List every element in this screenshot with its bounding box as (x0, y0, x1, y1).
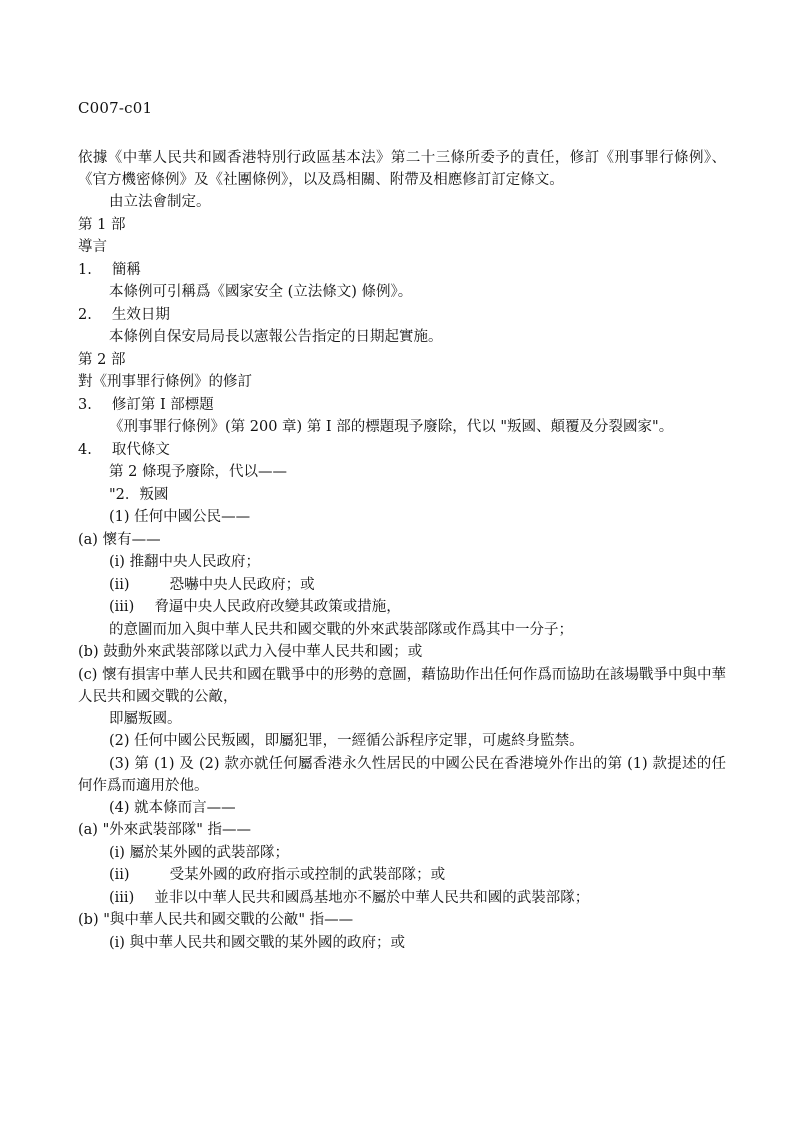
paragraph-label: (a) (78, 531, 98, 548)
paragraph-text: 懷有損害中華人民共和國在戰爭中的形勢的意圖，藉協助作出任何作爲而協助在該場戰爭中與中華人民共和國交戰的公敵， (78, 666, 727, 705)
paragraph-a (78, 529, 726, 552)
subparagraph-text: 與中華人民共和國交戰的某外國的政府；或 (129, 934, 406, 951)
paragraph-b (78, 641, 726, 664)
subparagraph-text: 脅逼中央人民政府改變其政策或措施， (154, 599, 401, 615)
part-1-title: 導言 (78, 239, 107, 255)
section-1-heading (78, 259, 726, 282)
part-2-title: 對《刑事罪行條例》的修訂 (78, 374, 252, 390)
paragraph-text: "外來武裝部隊" 指—— (102, 822, 252, 838)
paragraph-text: 鼓動外來武裝部隊以武力入侵中華人民共和國；或 (103, 644, 423, 660)
document-body (78, 147, 726, 954)
paragraph-c-tail: 即屬叛國。 (109, 710, 182, 727)
definition-b (78, 909, 726, 932)
subsection-1: (1) 任何中國公民—— (109, 509, 251, 525)
definition-a (78, 819, 726, 842)
section-2-text: 本條例自保安局局長以憲報公告指定的日期起實施。 (109, 329, 443, 345)
subsection-2: (2) 任何中國公民叛國，即屬犯罪，一經循公訴程序定罪，可處終身監禁。 (109, 733, 584, 749)
subparagraph-label: (i) (109, 934, 125, 951)
subparagraph-label: (ii) (109, 867, 130, 883)
subparagraph-text: 並非以中華人民共和國爲基地亦不屬於中華人民共和國的武裝部隊； (154, 889, 590, 906)
subparagraph-label: (ii) (109, 576, 130, 593)
subparagraph-label: (i) (109, 844, 125, 861)
section-2-heading (78, 304, 726, 327)
part-1-heading: 第 1 部 (78, 216, 126, 233)
subparagraph-a-i (78, 551, 726, 574)
subparagraph-a-ii (78, 574, 726, 597)
paragraph-text: "與中華人民共和國交戰的公敵" 指—— (103, 912, 354, 928)
section-number: 4. (78, 441, 92, 458)
paragraph-label: (b) (78, 644, 99, 660)
section-number: 2. (78, 306, 92, 323)
subparagraph-label: (iii) (109, 889, 135, 906)
definition-a-i (78, 842, 726, 865)
subparagraph-label: (i) (109, 554, 125, 570)
paragraph-a-tail: 的意圖而加入與中華人民共和國交戰的外來武裝部隊或作爲其中一分子； (109, 621, 573, 638)
section-3-heading (78, 394, 726, 417)
subparagraph-label: (iii) (109, 599, 135, 615)
subparagraph-text: 恐嚇中央人民政府；或 (169, 576, 315, 593)
paragraph-label: (a) (78, 822, 98, 838)
section-1-text: 本條例可引稱爲《國家安全 (立法條文) 條例》。 (109, 284, 413, 300)
subsection-4: (4) 就本條而言—— (109, 799, 236, 816)
part-2-heading: 第 2 部 (78, 351, 126, 368)
section-number: 3. (78, 396, 92, 413)
paragraph-label: (b) (78, 912, 99, 928)
subparagraph-text: 屬於某外國的武裝部隊； (129, 844, 290, 861)
enacting-formula: 由立法會制定。 (109, 194, 211, 210)
paragraph-label: (c) (78, 666, 98, 683)
subparagraph-a-iii (78, 596, 726, 619)
definition-a-iii (78, 887, 726, 910)
section-4-intro: 第 2 條現予廢除，代以—— (109, 464, 287, 480)
section-number: 1. (78, 261, 92, 278)
paragraph-text: 懷有—— (102, 531, 161, 548)
section-title: 生效日期 (111, 306, 170, 323)
paragraph-c (78, 664, 726, 708)
new-section-title: "2．叛國 (109, 486, 169, 503)
section-title: 簡稱 (111, 261, 141, 278)
section-title: 修訂第 I 部標題 (111, 396, 214, 413)
definition-b-i (78, 932, 726, 955)
subparagraph-text: 推翻中央人民政府； (129, 554, 261, 570)
document-id: C007-c01 (78, 99, 153, 117)
section-3-text: 《刑事罪行條例》(第 200 章) 第 I 部的標題現予廢除，代以 "叛國、顛覆及分裂國家"。 (109, 419, 674, 435)
section-title: 取代條文 (111, 441, 170, 458)
definition-a-ii (78, 864, 726, 887)
preamble: 依據《中華人民共和國香港特別行政區基本法》第二十三條所委予的責任，修訂《刑事罪行條例》、《官方機密條例》及《社團條例》，以及爲相關、附帶及相應修訂訂定條文。 (78, 150, 726, 188)
section-4-heading (78, 439, 726, 462)
subsection-3: (3) 第 (1) 及 (2) 款亦就任何屬香港永久性居民的中國公民在香港境外作出的第 (1) 款提述的任何作爲而適用於他。 (78, 755, 726, 794)
subparagraph-text: 受某外國的政府指示或控制的武裝部隊；或 (169, 867, 446, 883)
